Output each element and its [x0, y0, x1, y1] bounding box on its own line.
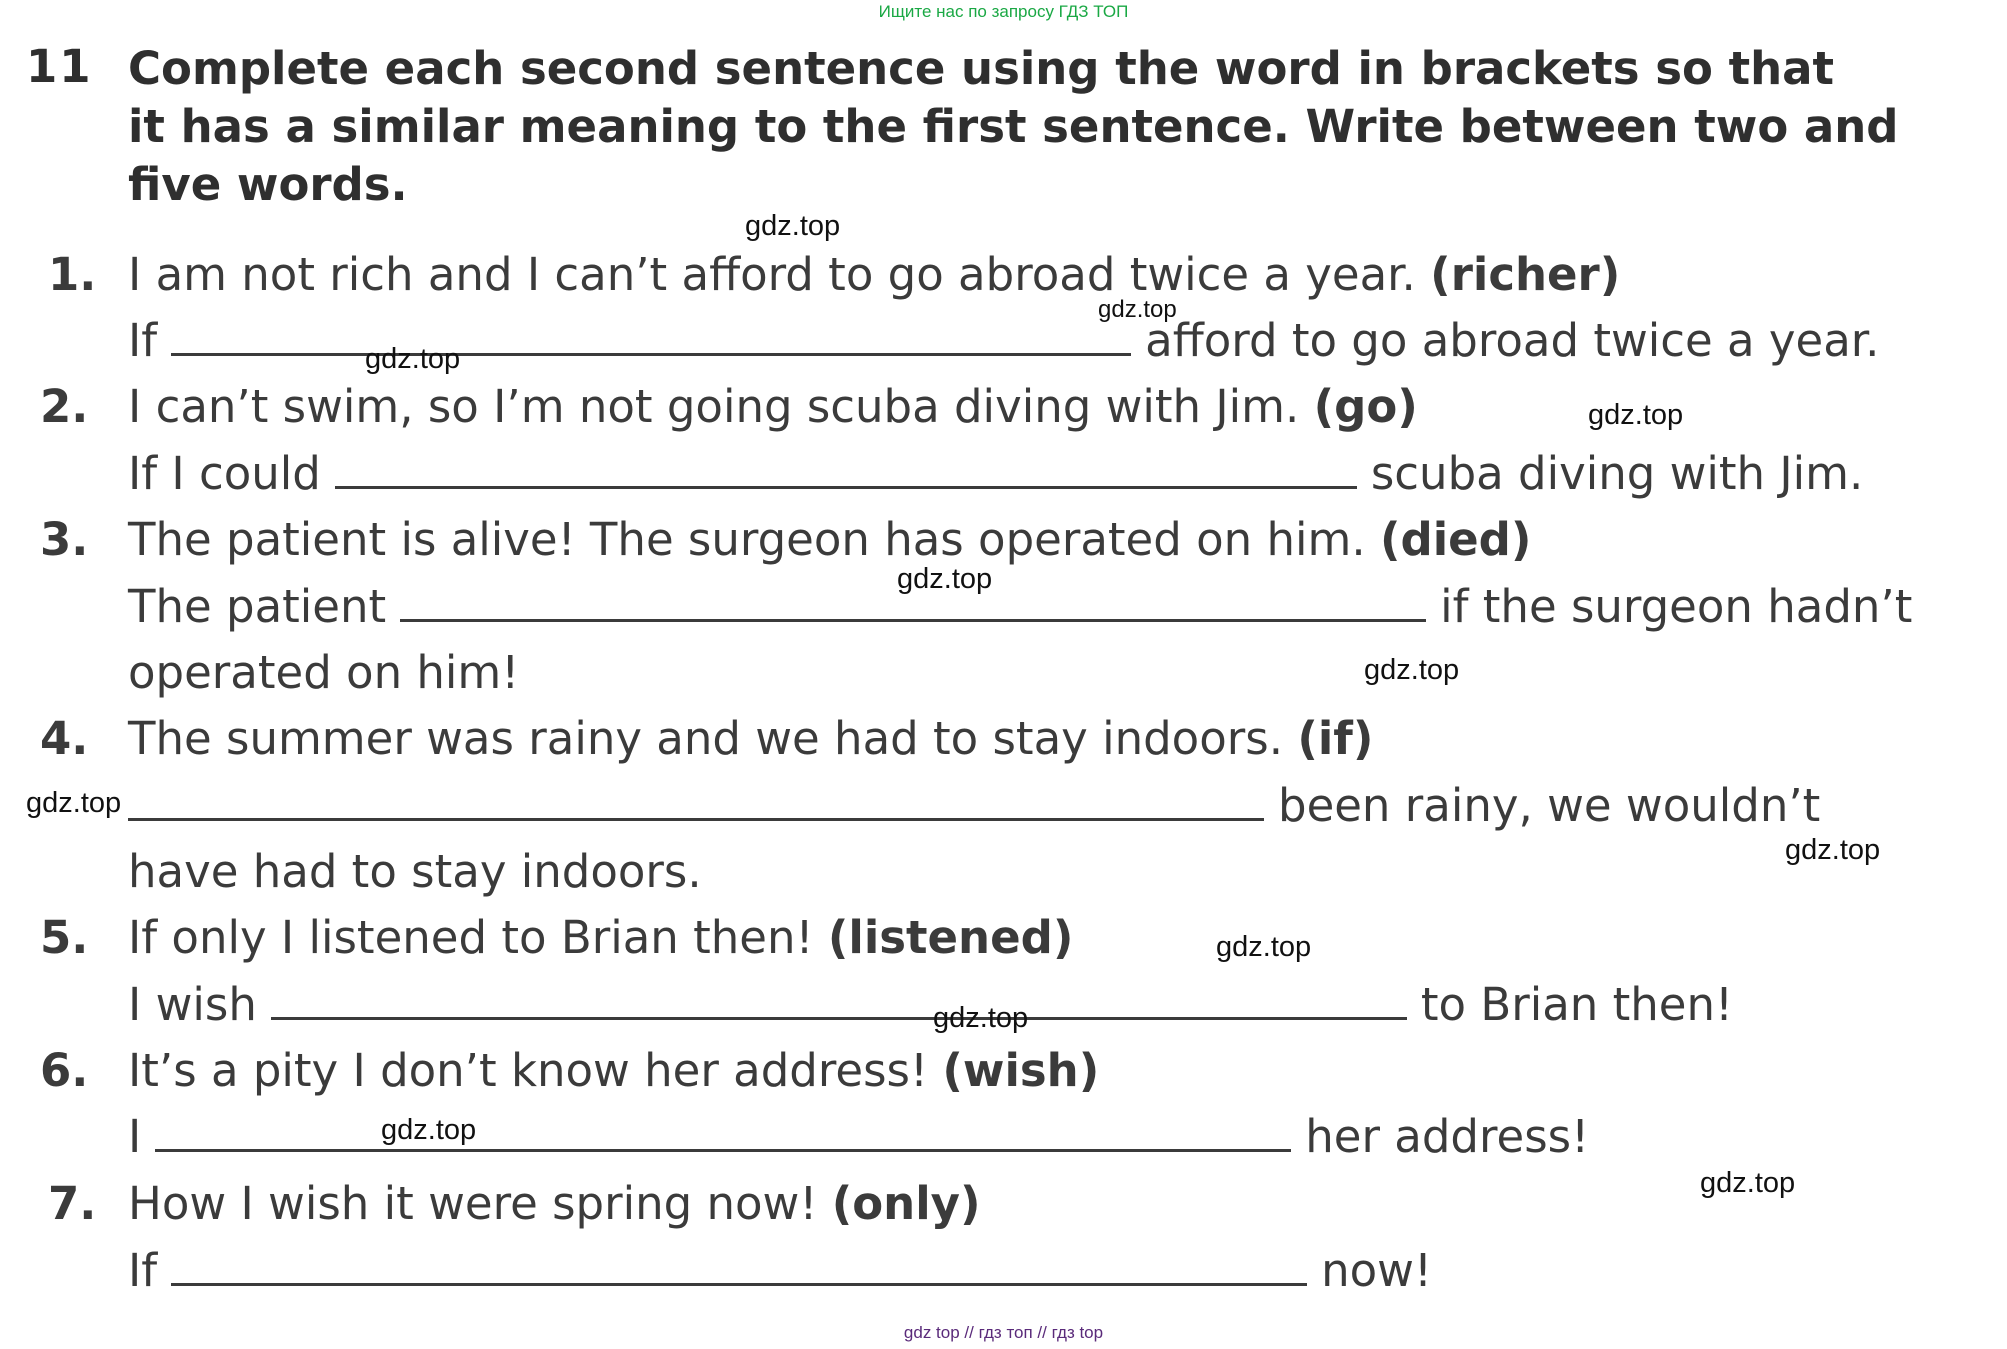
item-continuation: have had to stay indoors.: [128, 845, 702, 898]
instruction-line: five words.: [128, 158, 408, 211]
item-prompt: [128, 447, 1863, 500]
answer-blank[interactable]: [171, 1251, 1307, 1286]
prompt-before: If: [128, 314, 158, 367]
watermark: gdz.top: [1216, 931, 1312, 963]
answer-blank[interactable]: [271, 985, 1407, 1020]
item-prompt: [128, 1110, 1589, 1163]
item-number: 6.: [40, 1044, 89, 1097]
item-number: 1.: [48, 248, 97, 301]
item-continuation: operated on him!: [128, 646, 520, 699]
answer-blank[interactable]: [171, 321, 1131, 356]
prompt-after: afford to go abroad twice a year.: [1145, 314, 1880, 367]
item-keyword: (go): [1313, 380, 1418, 433]
item-sentence: [128, 1044, 1099, 1097]
exercise-instruction: [128, 40, 1948, 214]
prompt-after: been rainy, we wouldn’t: [1278, 779, 1821, 832]
item-sentence: [128, 380, 1418, 433]
footer-note: gdz top // гдз топ // гдз top: [903, 1323, 1104, 1342]
exercise-number: 11: [26, 40, 93, 93]
prompt-before: I wish: [128, 978, 257, 1031]
item-keyword: (only): [831, 1177, 981, 1230]
item-number: 2.: [40, 380, 89, 433]
item-sentence: [128, 513, 1531, 566]
item-keyword: (died): [1379, 513, 1532, 566]
watermark: gdz.top: [381, 1114, 477, 1146]
item-keyword: (wish): [942, 1044, 1100, 1097]
prompt-after: her address!: [1305, 1110, 1590, 1163]
item-prompt: [128, 779, 1820, 832]
item-number: 7.: [48, 1177, 97, 1230]
watermark: gdz.top: [1098, 296, 1177, 323]
item-sentence: [128, 712, 1373, 765]
sentence-text: If only I listened to Brian then!: [128, 911, 814, 964]
watermark: gdz.top: [933, 1002, 1029, 1034]
instruction-line: it has a similar meaning to the first sentence. Write between two and: [128, 100, 1899, 153]
watermark: gdz.top: [365, 343, 461, 375]
item-keyword: (if): [1297, 712, 1374, 765]
watermark: gdz.top: [1700, 1167, 1796, 1199]
prompt-after: now!: [1321, 1244, 1433, 1297]
watermark: gdz.top: [897, 563, 993, 595]
sentence-text: The summer was rainy and we had to stay indoors.: [128, 712, 1283, 765]
prompt-after: to Brian then!: [1420, 978, 1734, 1031]
item-number: 5.: [40, 911, 89, 964]
instruction-line: Complete each second sentence using the word in brackets so that: [128, 42, 1835, 95]
watermark: gdz.top: [1785, 834, 1881, 866]
prompt-before: The patient: [128, 580, 387, 633]
item-keyword: (listened): [827, 911, 1074, 964]
watermark: gdz.top: [1588, 399, 1684, 431]
prompt-after: if the surgeon hadn’t: [1440, 580, 1913, 633]
top-note: Ищите нас по запросу ГДЗ ТОП: [878, 2, 1129, 21]
item-prompt: [128, 978, 1733, 1031]
item-sentence: [128, 911, 1073, 964]
item-number: 4.: [40, 712, 89, 765]
item-sentence: [128, 1177, 981, 1230]
watermark: gdz.top: [745, 210, 841, 242]
prompt-before: If I could: [128, 447, 321, 500]
item-number: 3.: [40, 513, 89, 566]
answer-blank[interactable]: [335, 454, 1357, 489]
prompt-before: I: [128, 1110, 142, 1163]
watermark: gdz.top: [1364, 654, 1460, 686]
sentence-text: How I wish it were spring now!: [128, 1177, 818, 1230]
sentence-text: I am not rich and I can’t afford to go abroad twice a year.: [128, 248, 1416, 301]
answer-blank[interactable]: [155, 1117, 1291, 1152]
watermark: gdz.top: [26, 787, 122, 819]
prompt-after: scuba diving with Jim.: [1370, 447, 1864, 500]
item-prompt: [128, 1244, 1432, 1297]
item-sentence: [128, 248, 1620, 301]
item-keyword: (richer): [1430, 248, 1621, 301]
sentence-text: It’s a pity I don’t know her address!: [128, 1044, 929, 1097]
sentence-text: I can’t swim, so I’m not going scuba diving with Jim.: [128, 380, 1300, 433]
sentence-text: The patient is alive! The surgeon has operated on him.: [128, 513, 1366, 566]
item-prompt: [128, 580, 1912, 633]
answer-blank[interactable]: [128, 786, 1264, 821]
prompt-before: If: [128, 1244, 158, 1297]
